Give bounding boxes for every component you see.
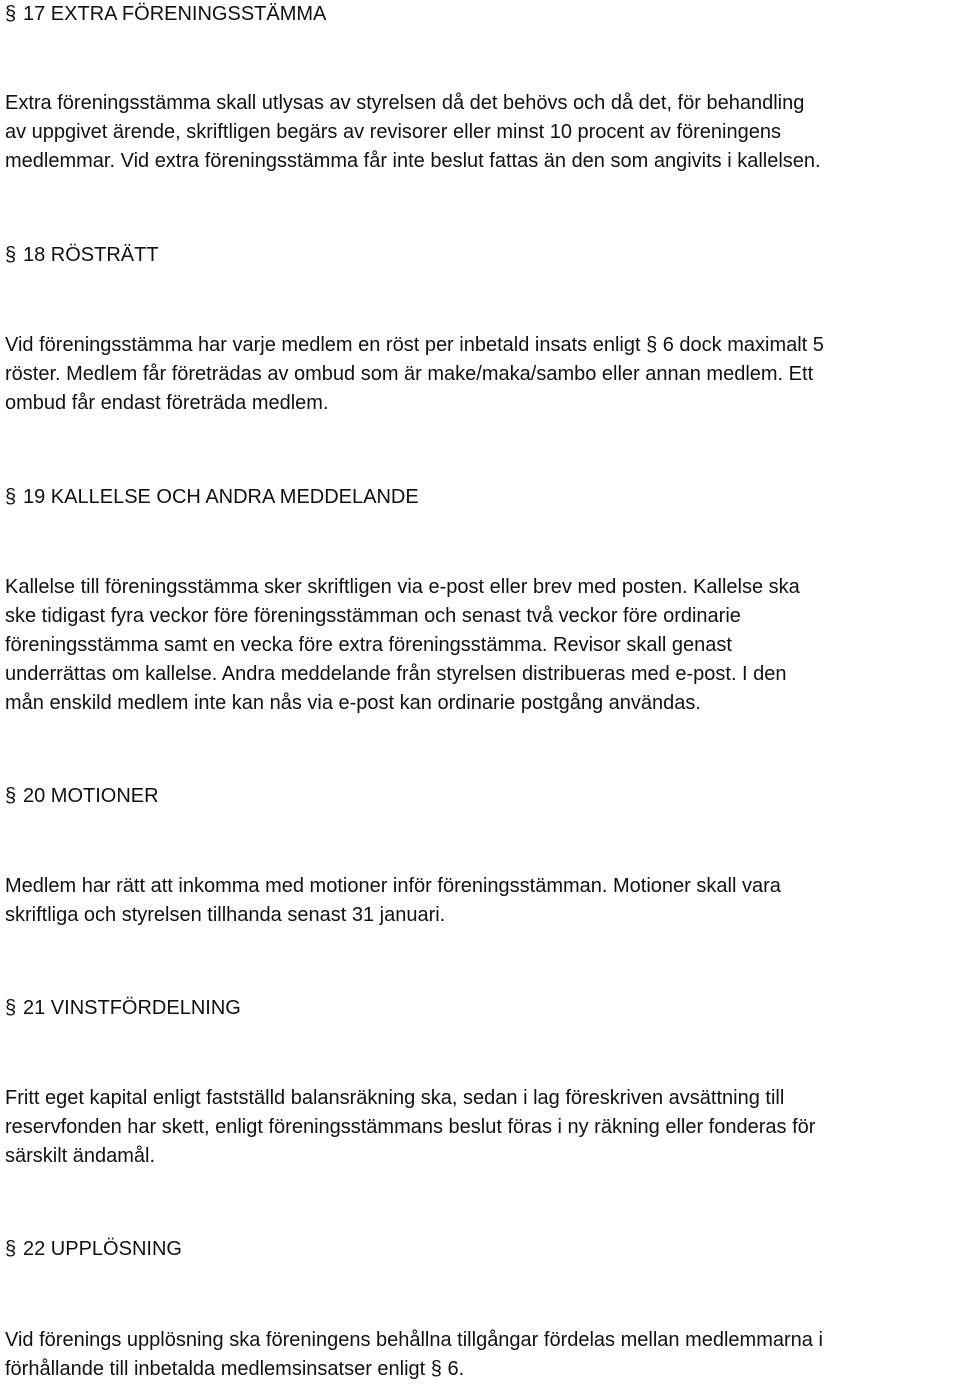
paragraph-line: ombud får endast företräda medlem. <box>5 392 329 414</box>
section-heading-18 <box>5 241 159 269</box>
paragraph-line: föreningsstämma samt en vecka före extra föreningsstämma. Revisor skall genast <box>5 634 732 656</box>
paragraph-line: Fritt eget kapital enligt fastställd balansräkning ska, sedan i lag föreskriven avsättning till <box>5 1087 785 1109</box>
paragraph-line: skriftliga och styrelsen tillhanda senast 31 januari. <box>5 904 446 926</box>
paragraph-line: underrättas om kallelse. Andra meddelande från styrelsen distribueras med e-post. I den <box>5 663 787 685</box>
paragraph-line: reservfonden har skett, enligt föreningsstämmans beslut föras i ny räkning eller fonderas för <box>5 1116 816 1138</box>
section-heading-20 <box>5 782 159 810</box>
section-paragraph-18 <box>5 331 957 418</box>
paragraph-line: förhållande till inbetalda medlemsinsatser enligt § 6. <box>5 1358 465 1380</box>
section-symbol: § <box>5 3 17 25</box>
section-paragraph-21 <box>5 1084 957 1171</box>
paragraph-line: Medlem har rätt att inkomma med motioner inför föreningsstämman. Motioner skall vara <box>5 875 781 897</box>
section-heading-text: 17 EXTRA FÖRENINGSSTÄMMA <box>23 3 327 25</box>
section-symbol: § <box>5 486 17 508</box>
paragraph-line: röster. Medlem får företrädas av ombud som är make/maka/sambo eller annan medlem. Ett <box>5 363 814 385</box>
section-paragraph-19 <box>5 573 957 718</box>
section-heading-text: 20 MOTIONER <box>23 785 159 807</box>
section-symbol: § <box>5 1238 17 1260</box>
paragraph-line: Extra föreningsstämma skall utlysas av styrelsen då det behövs och då det, för behandling <box>5 92 805 114</box>
paragraph-line: ske tidigast fyra veckor före föreningsstämman och senast två veckor före ordinarie <box>5 605 741 627</box>
paragraph-line: mån enskild medlem inte kan nås via e-post kan ordinarie postgång användas. <box>5 692 701 714</box>
section-symbol: § <box>5 997 17 1019</box>
section-paragraph-22 <box>5 1326 957 1384</box>
paragraph-line: Vid föreningsstämma har varje medlem en röst per inbetald insats enligt § 6 dock maximalt 5 <box>5 334 824 356</box>
section-heading-21 <box>5 994 241 1022</box>
paragraph-line: särskilt ändamål. <box>5 1145 156 1167</box>
section-heading-17 <box>5 0 326 28</box>
section-symbol: § <box>5 244 17 266</box>
section-heading-22 <box>5 1235 182 1263</box>
section-paragraph-20 <box>5 872 957 930</box>
section-heading-text: 21 VINSTFÖRDELNING <box>23 997 241 1019</box>
section-heading-19 <box>5 483 419 511</box>
paragraph-line: Kallelse till föreningsstämma sker skriftligen via e-post eller brev med posten. Kallelse ska <box>5 576 800 598</box>
section-symbol: § <box>5 785 17 807</box>
section-heading-text: 18 RÖSTRÄTT <box>23 244 159 266</box>
section-heading-text: 22 UPPLÖSNING <box>23 1238 182 1260</box>
section-heading-text: 19 KALLELSE OCH ANDRA MEDDELANDE <box>23 486 419 508</box>
section-paragraph-17 <box>5 89 957 176</box>
paragraph-line: av uppgivet ärende, skriftligen begärs av revisorer eller minst 10 procent av föreningens <box>5 121 781 143</box>
paragraph-line: medlemmar. Vid extra föreningsstämma får inte beslut fattas än den som angivits i kallelsen. <box>5 150 821 172</box>
paragraph-line: Vid förenings upplösning ska föreningens behållna tillgångar fördelas mellan medlemmarna i <box>5 1329 823 1351</box>
